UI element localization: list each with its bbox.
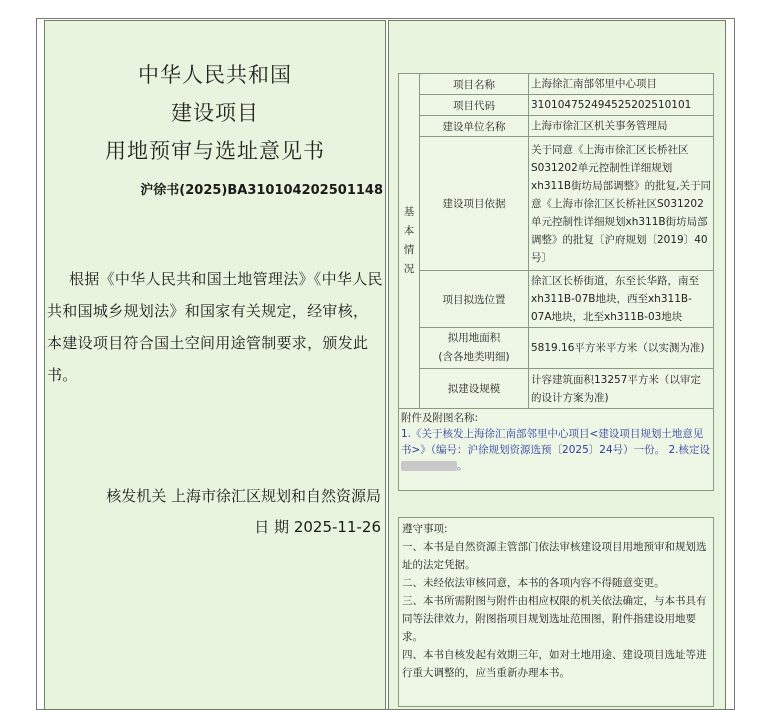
attachments-text <box>401 426 711 474</box>
table-row <box>399 328 714 369</box>
certificate-code: 沪徐书(2025)BA310104202501148 <box>140 183 383 198</box>
attachments-content: 1.《关于核发上海徐汇南部邻里中心项目<建设项目规划土地意见书>》（编号：沪徐规划资源选预〔2025〕24号）一份。 2.核定设 <box>401 428 710 456</box>
notice-item: 一、本书是自然资源主管部门依法审核建设项目用地预审和规划选址的法定凭据。 <box>402 541 707 571</box>
issuing-authority: 核发机关 上海市徐汇区规划和自然资源局 <box>106 487 381 505</box>
issue-date: 日 期 2025-11-26 <box>254 518 381 536</box>
table-row <box>399 116 714 137</box>
row-value: 徐汇区长桥街道，东至长华路，南至xh311B-07B地块，西至xh311B-07A地块，北至xh311B-03地块 <box>529 271 714 328</box>
table-row <box>399 137 714 271</box>
basic-info-table <box>398 73 714 491</box>
attachments-label: 附件及附图名称: <box>401 412 479 424</box>
row-value: 关于同意《上海市徐汇区长桥社区S031202单元控制性详细规划xh311B街坊局部调整》的批复,关于同意《上海市徐汇区长桥社区S031202单元控制性详细规划xh311B街坊局部调整》的批复〔沪府规划〔2019〕40号〕 <box>529 137 714 271</box>
attachments-tail: 。 <box>457 460 468 472</box>
row-value: 5819.16平方米平方米（以实测为准) <box>529 328 714 369</box>
row-value: 上海徐汇南部邻里中心项目 <box>529 74 714 95</box>
redacted-block <box>401 461 457 471</box>
notice-item: 四、本书自核发起有效期三年，如对土地用途、建设项目选址等进行重大调整的，应当重新办理本书。 <box>402 649 707 679</box>
row-label: 项目拟选位置 <box>420 271 529 328</box>
notice-box <box>398 517 714 707</box>
row-label: 拟建设规模 <box>420 369 529 409</box>
row-label: 项目代码 <box>420 95 529 116</box>
notice-item: 二、未经依法审核同意，本书的各项内容不得随意变更。 <box>402 577 665 589</box>
row-value: 上海市徐汇区机关事务管理局 <box>529 116 714 137</box>
row-value: 计容建筑面积13257平方米（以审定的设计方案为准) <box>529 369 714 409</box>
table-row <box>399 369 714 409</box>
table-row <box>399 271 714 328</box>
row-label: 拟用地面积 (含各地类明细) <box>420 328 529 369</box>
row-label: 建设单位名称 <box>420 116 529 137</box>
notice-item: 三、本书所需附图与附件由相应权限的机关依法确定，与本书具有同等法律效力，附图指项目规划选址范围图，附件指建设用地要求。 <box>402 595 707 643</box>
table-row <box>399 74 714 95</box>
table-row-attachments <box>399 409 714 491</box>
title-line-project: 建设项目 <box>171 101 259 125</box>
title-line-document: 用地预审与选址意见书 <box>105 139 325 163</box>
row-label: 项目名称 <box>420 74 529 95</box>
section-label-basic-info <box>399 74 420 409</box>
notice-title: 遵守事项: <box>402 523 448 535</box>
certificate-left-page <box>44 20 386 710</box>
table-row <box>399 95 714 116</box>
section-label-text: 基 本 情 况 <box>403 206 415 275</box>
certificate-body: 根据《中华人民共和国土地管理法》《中华人民共和国城乡规划法》和国家有关规定，经审核，本建设项目符合国土空间用途管制要求，颁发此书。 <box>47 270 383 384</box>
attachments-cell <box>399 409 714 491</box>
row-value: 310104752494525202510101 <box>529 95 714 116</box>
row-label: 建设项目依据 <box>420 137 529 271</box>
title-line-country: 中华人民共和国 <box>138 63 292 87</box>
